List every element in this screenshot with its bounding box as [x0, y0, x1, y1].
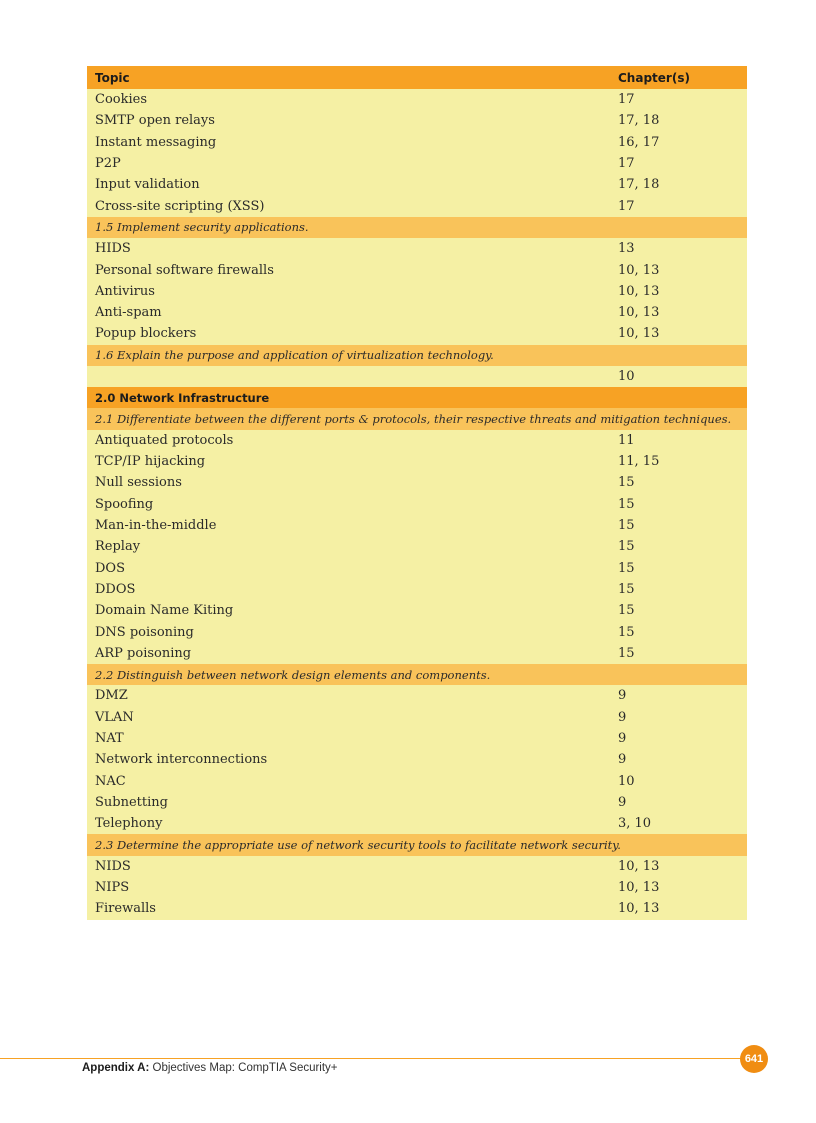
topic-cell: Cookies — [95, 92, 147, 108]
chapters-cell: 10, 13 — [618, 901, 660, 917]
topic-cell: DNS poisoning — [95, 624, 194, 640]
topic-cell: Cross-site scripting (XSS) — [95, 198, 265, 214]
topic-cell: Spoofing — [95, 496, 154, 512]
chapters-cell: 9 — [618, 688, 627, 704]
topic-cell: Domain Name Kiting — [95, 603, 234, 619]
chapters-cell: 10 — [618, 773, 635, 789]
chapters-cell: 17 — [618, 156, 635, 172]
topic-cell: Personal software firewalls — [95, 262, 274, 278]
section-row — [87, 387, 747, 408]
table-row — [87, 472, 747, 493]
chapters-cell: 10 — [618, 369, 635, 384]
chapters-cell: 9 — [618, 731, 627, 747]
table-row — [87, 195, 747, 216]
table-row — [87, 771, 747, 792]
table-row — [87, 685, 747, 706]
chapters-cell: 17 — [618, 92, 635, 108]
topic-cell: SMTP open relays — [95, 113, 215, 129]
objective-row — [87, 664, 747, 685]
table-row — [87, 558, 747, 579]
chapters-cell: 9 — [618, 752, 627, 768]
chapters-cell: 9 — [618, 709, 627, 725]
footer-caption — [82, 1062, 338, 1074]
footer-title: Objectives Map: CompTIA Security+ — [152, 1062, 338, 1074]
objective-row — [87, 217, 747, 238]
table-row — [87, 898, 747, 919]
table-row — [87, 536, 747, 557]
topic-cell: 2.1 Differentiate between the different ports & protocols, their respective threats and mitigation techniques. — [95, 412, 732, 427]
topic-cell: Antiquated protocols — [95, 432, 234, 448]
topic-cell: NIDS — [95, 858, 131, 874]
topic-cell: HIDS — [95, 241, 131, 257]
topic-cell: Input validation — [95, 177, 200, 193]
topic-cell: Anti-spam — [95, 305, 162, 321]
topic-cell: 1.6 Explain the purpose and application of virtualization technology. — [95, 348, 494, 363]
topic-cell: NIPS — [95, 880, 130, 896]
table-row — [87, 643, 747, 664]
topic-cell: Network interconnections — [95, 752, 268, 768]
chapters-cell: 15 — [618, 603, 635, 619]
topic-cell: VLAN — [95, 709, 134, 725]
table-row — [87, 877, 747, 898]
topic-cell: 2.3 Determine the appropriate use of network security tools to facilitate network security. — [95, 838, 621, 853]
chapters-cell: 11, 15 — [618, 454, 660, 470]
chapters-cell: 17, 18 — [618, 177, 660, 193]
page-number-badge — [740, 1045, 768, 1073]
topic-cell: 2.2 Distinguish between network design elements and components. — [95, 667, 491, 682]
table-row — [87, 856, 747, 877]
topic-cell: P2P — [95, 156, 121, 172]
table-row — [87, 813, 747, 834]
table-row — [87, 366, 747, 387]
chapters-cell: 9 — [618, 794, 627, 810]
topic-cell: Antivirus — [95, 283, 155, 299]
table-row — [87, 110, 747, 131]
topic-cell: TCP/IP hijacking — [95, 454, 206, 470]
chapters-cell: 15 — [618, 518, 635, 534]
table-row — [87, 621, 747, 642]
page-number: 641 — [744, 1053, 764, 1065]
chapters-cell: 10, 13 — [618, 305, 660, 321]
chapters-cell: 15 — [618, 496, 635, 512]
topic-cell: ARP poisoning — [95, 645, 192, 661]
table-row — [87, 281, 747, 302]
objective-row — [87, 834, 747, 855]
table-row — [87, 728, 747, 749]
footer-divider — [0, 1058, 748, 1059]
header-topic: Topic — [95, 70, 130, 85]
table-row — [87, 494, 747, 515]
table-row — [87, 749, 747, 770]
table-row — [87, 323, 747, 344]
table-row — [87, 451, 747, 472]
table-row — [87, 89, 747, 110]
topic-cell: DMZ — [95, 688, 128, 704]
table-row — [87, 132, 747, 153]
chapters-cell: 17 — [618, 198, 635, 214]
table-row — [87, 792, 747, 813]
topic-cell: 2.0 Network Infrastructure — [95, 390, 270, 405]
table-row — [87, 600, 747, 621]
chapters-cell: 10, 13 — [618, 326, 660, 342]
topic-cell: Telephony — [95, 816, 163, 832]
topic-cell: Subnetting — [95, 794, 168, 810]
table-body — [87, 89, 747, 920]
table-row — [87, 515, 747, 536]
topic-cell: NAT — [95, 731, 124, 747]
topic-cell: Man-in-the-middle — [95, 518, 217, 534]
objective-row — [87, 345, 747, 366]
table-row — [87, 174, 747, 195]
chapters-cell: 10, 13 — [618, 880, 660, 896]
footer-label: Appendix A: — [82, 1062, 150, 1074]
table-header — [87, 66, 747, 89]
table-row — [87, 707, 747, 728]
chapters-cell: 10, 13 — [618, 283, 660, 299]
chapters-cell: 13 — [618, 241, 635, 257]
chapters-cell: 15 — [618, 581, 635, 597]
topic-cell: Replay — [95, 539, 141, 555]
chapters-cell: 15 — [618, 645, 635, 661]
table-row — [87, 302, 747, 323]
topic-cell: 1.5 Implement security applications. — [95, 220, 309, 235]
header-chapters: Chapter(s) — [618, 70, 690, 85]
chapters-cell: 16, 17 — [618, 134, 660, 150]
table-row — [87, 238, 747, 259]
chapters-cell: 15 — [618, 475, 635, 491]
chapters-cell: 15 — [618, 560, 635, 576]
topic-cell: NAC — [95, 773, 126, 789]
table-row — [87, 579, 747, 600]
chapters-cell: 17, 18 — [618, 113, 660, 129]
objectives-table — [87, 66, 747, 920]
topic-cell: DDOS — [95, 581, 136, 597]
table-row — [87, 153, 747, 174]
topic-cell: Instant messaging — [95, 134, 217, 150]
chapters-cell: 3, 10 — [618, 816, 652, 832]
topic-cell: Popup blockers — [95, 326, 197, 342]
chapters-cell: 11 — [618, 432, 635, 448]
table-row — [87, 259, 747, 280]
chapters-cell: 15 — [618, 539, 635, 555]
chapters-cell: 15 — [618, 624, 635, 640]
topic-cell: Null sessions — [95, 475, 182, 491]
table-row — [87, 430, 747, 451]
chapters-cell: 10, 13 — [618, 858, 660, 874]
topic-cell: DOS — [95, 560, 125, 576]
topic-cell: Firewalls — [95, 901, 156, 917]
chapters-cell: 10, 13 — [618, 262, 660, 278]
objective-row — [87, 408, 747, 429]
